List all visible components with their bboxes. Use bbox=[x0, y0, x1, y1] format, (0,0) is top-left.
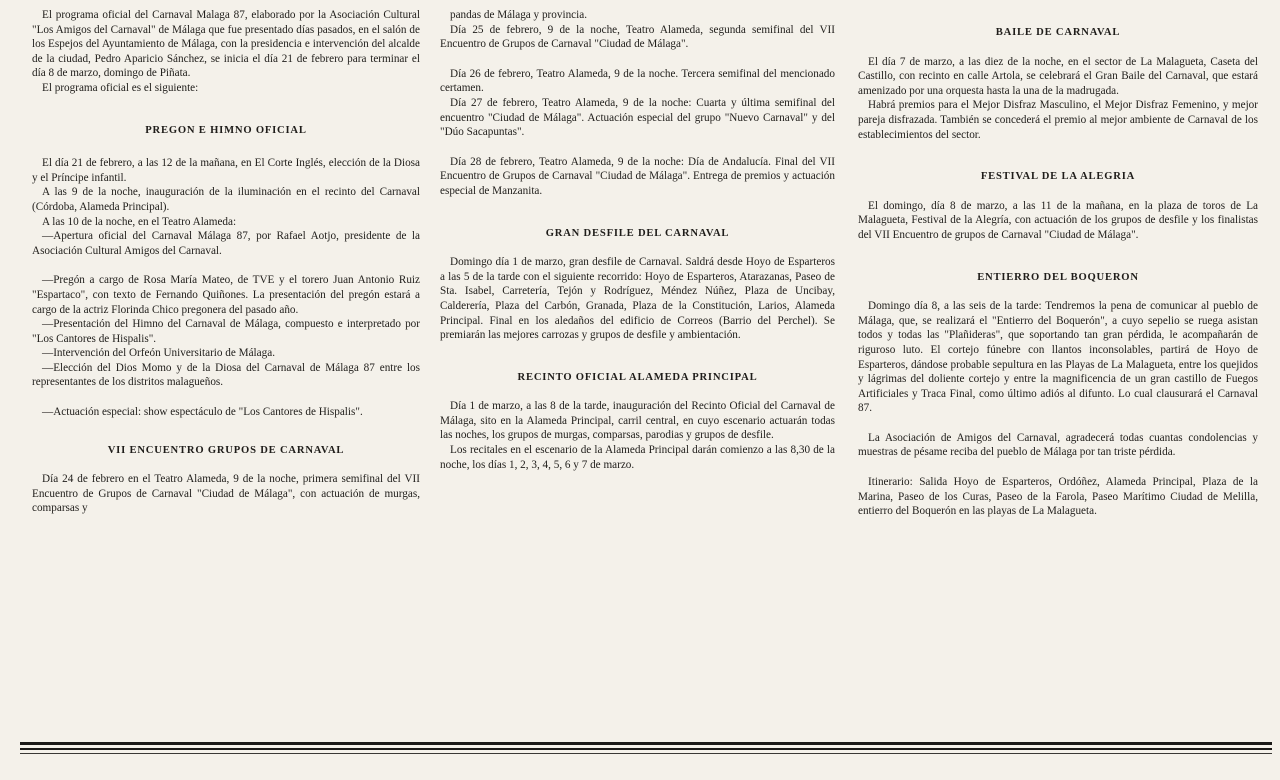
section-heading-baile: BAILE DE CARNAVAL bbox=[995, 27, 1121, 38]
rule-line bbox=[20, 753, 1272, 754]
body-paragraph: Los recitales en el escenario de la Alameda Principal darán comienzo a las 8,30 de la noche, los días 1, 2, 3, 4, 5, 6 y 7 de marzo. bbox=[440, 444, 835, 471]
body-paragraph: —Actuación especial: show espectáculo de "Los Cantores de Hispalis". bbox=[42, 406, 363, 419]
column-1 bbox=[32, 8, 420, 516]
body-paragraph: El domingo, día 8 de marzo, a las 11 de la mañana, en la plaza de toros de La Malagueta, Festival de la Alegría, con actuación de los grupos de desfile y los finalistas del VII Encuentro de grupos de Carnaval "Ciudad de Málaga". bbox=[858, 199, 1258, 241]
body-paragraph: —Elección del Dios Momo y de la Diosa del Carnaval de Málaga 87 entre los representantes de los distritos malagueños. bbox=[32, 361, 420, 389]
body-paragraph: Día 26 de febrero, Teatro Alameda, 9 de la noche. Tercera semifinal del mencionado certamen. bbox=[440, 67, 835, 95]
rule-line bbox=[20, 748, 1272, 750]
body-paragraph: A las 10 de la noche, en el Teatro Alameda: bbox=[42, 215, 237, 228]
intro-paragraph: El programa oficial es el siguiente: bbox=[42, 81, 199, 94]
body-paragraph: El día 21 de febrero, a las 12 de la mañana, en El Corte Inglés, elección de la Diosa y el Príncipe infantil. bbox=[32, 157, 420, 184]
body-paragraph: pandas de Málaga y provincia. bbox=[450, 9, 587, 21]
bottom-rule-lines bbox=[20, 742, 1272, 754]
section-heading-encuentro: VII ENCUENTRO GRUPOS DE CARNAVAL bbox=[107, 444, 345, 456]
section-heading-festival: FESTIVAL DE LA ALEGRIA bbox=[980, 171, 1136, 183]
section-heading-pregon: PREGON E HIMNO OFICIAL bbox=[145, 124, 307, 136]
section-heading-recinto: RECINTO OFICIAL ALAMEDA PRINCIPAL bbox=[517, 371, 758, 383]
body-paragraph: A las 9 de la noche, inauguración de la iluminación en el recinto del Carnaval (Córdoba, Alameda Principal). bbox=[32, 186, 420, 213]
body-paragraph: Día 24 de febrero en el Teatro Alameda, 9 de la noche, primera semifinal del VII Encuentro de Grupos de Carnaval "Ciudad de Málaga", con actuación de murgas, comparsas y bbox=[32, 473, 420, 515]
body-paragraph: Día 28 de febrero, Teatro Alameda, 9 de la noche: Día de Andalucía. Final del VII Encuentro de Grupos de Carnaval "Ciudad de Málaga". Entrega de premios y actuación especial de Manzanita. bbox=[440, 155, 835, 197]
body-paragraph: Día 25 de febrero, 9 de la noche, Teatro Alameda, segunda semifinal del VII Encuentro de Grupos de Carnaval "Ciudad de Málaga". bbox=[440, 23, 835, 51]
body-paragraph: Día 27 de febrero, Teatro Alameda, 9 de la noche: Cuarta y última semifinal del encuentro "Ciudad de Málaga". Actuación especial del grupo "Nuevo Carnaval" y del "Dúo Sacapuntas". bbox=[440, 96, 835, 139]
body-paragraph: —Intervención del Orfeón Universitario de Málaga. bbox=[42, 347, 275, 360]
section-heading-entierro: ENTIERRO DEL BOQUERON bbox=[977, 271, 1139, 283]
body-paragraph: El día 7 de marzo, a las diez de la noche, en el sector de La Malagueta, Caseta del Castillo, con recinto en calle Artola, se celebrará el Gran Baile del Carnaval, que estará amenizado por una orquesta hasta la una de la madrugada. bbox=[858, 55, 1258, 97]
column-2 bbox=[440, 8, 835, 472]
body-paragraph: —Apertura oficial del Carnaval Málaga 87, por Rafael Aotjo, presidente de la Asociación Cultural Amigos del Carnaval. bbox=[32, 230, 420, 257]
body-paragraph: —Pregón a cargo de Rosa María Mateo, de TVE y el torero Juan Antonio Ruiz "Espartaco", con texto de Fernando Quiñones. La presentación del pregón estará a cargo de la actriz Florinda Chico pregonera del pasado año. bbox=[32, 274, 420, 316]
body-paragraph: Domingo día 1 de marzo, gran desfile de Carnaval. Saldrá desde Hoyo de Esparteros a las 5 de la tarde con el siguiente recorrido: Hoyo de Esparteros, Atarazanas, Paseo de Sta. Isabel, Carretería, Tejón y Rodríguez, Méndez Núñez, Plaza de Uncibay, Calderería, Plaza del Carbón, Granada, Plaza de la Constitución, Larios, Alameda Principal. Final en los aledaños del edificio de Correos (Barrio del Perchel). Se premiarán las mejores carrozas y grupos de desfile y ambientación. bbox=[440, 256, 835, 342]
body-paragraph: La Asociación de Amigos del Carnaval, agradecerá todas cuantas condolencias y muestras de pésame reciba del pueblo de Málaga por tan triste pérdida. bbox=[858, 431, 1258, 459]
body-paragraph: Habrá premios para el Mejor Disfraz Masculino, el Mejor Disfraz Femenino, y mejor pareja disfrazada. También se concederá el premio al mejor ambiente de Carnaval de los establecimientos del sector. bbox=[858, 99, 1258, 141]
body-paragraph: Día 1 de marzo, a las 8 de la tarde, inauguración del Recinto Oficial del Carnaval de Málaga, sito en la Alameda Principal, carril central, en cuyo escenario actuarán todas las noches, los grupos de murgas, comparsas, parodias y grupos de desfile. bbox=[440, 400, 835, 442]
body-paragraph: Domingo día 8, a las seis de la tarde: Tendremos la pena de comunicar al pueblo de Málaga, que, se realizará el "Entierro del Boquerón", a cuyo sepelio se ruega asistan todos y todas las "Plañideras", que soportando tan gran pérdida, le acompañarán de riguroso luto. El cortejo fúnebre con llantos inconsolables, partirá de Hoyo de Esparteros, dándose probable sepultura en las Playas de La Malagueta, entre los quejidos y lágrimas del doliente cortejo y entre la magnificencia de un gran castillo de Fuegos Artificiales y Traca Final, como último adiós al difunto. Lo cual clausurará el Carnaval 87. bbox=[858, 300, 1258, 415]
rule-line bbox=[20, 742, 1272, 745]
body-paragraph: Itinerario: Salida Hoyo de Esparteros, Ordóñez, Alameda Principal, Plaza de la Marina, Paseo de los Curas, Paseo de la Farola, Paseo Marítimo Ciudad de Melilla, entierro del Boquerón en las playas de La Malagueta. bbox=[858, 476, 1258, 518]
column-3 bbox=[858, 8, 1258, 519]
intro-paragraph: El programa oficial del Carnaval Malaga 87, elaborado por la Asociación Cultural "Los Amigos del Carnaval" de Málaga que fue presentado días pasados, en el salón de los Espejos del Ayuntamiento de Málaga, con la presidencia e intervención del alcalde de la ciudad, Pedro Aparicio Sánchez, se inicia el día 21 de febrero para terminar el día 8 de marzo, domingo de Piñata. bbox=[32, 9, 420, 80]
body-paragraph: —Presentación del Himno del Carnaval de Málaga, compuesto e interpretado por "Los Cantores de Hispalis". bbox=[32, 318, 420, 345]
section-heading-desfile: GRAN DESFILE DEL CARNAVAL bbox=[545, 227, 730, 239]
